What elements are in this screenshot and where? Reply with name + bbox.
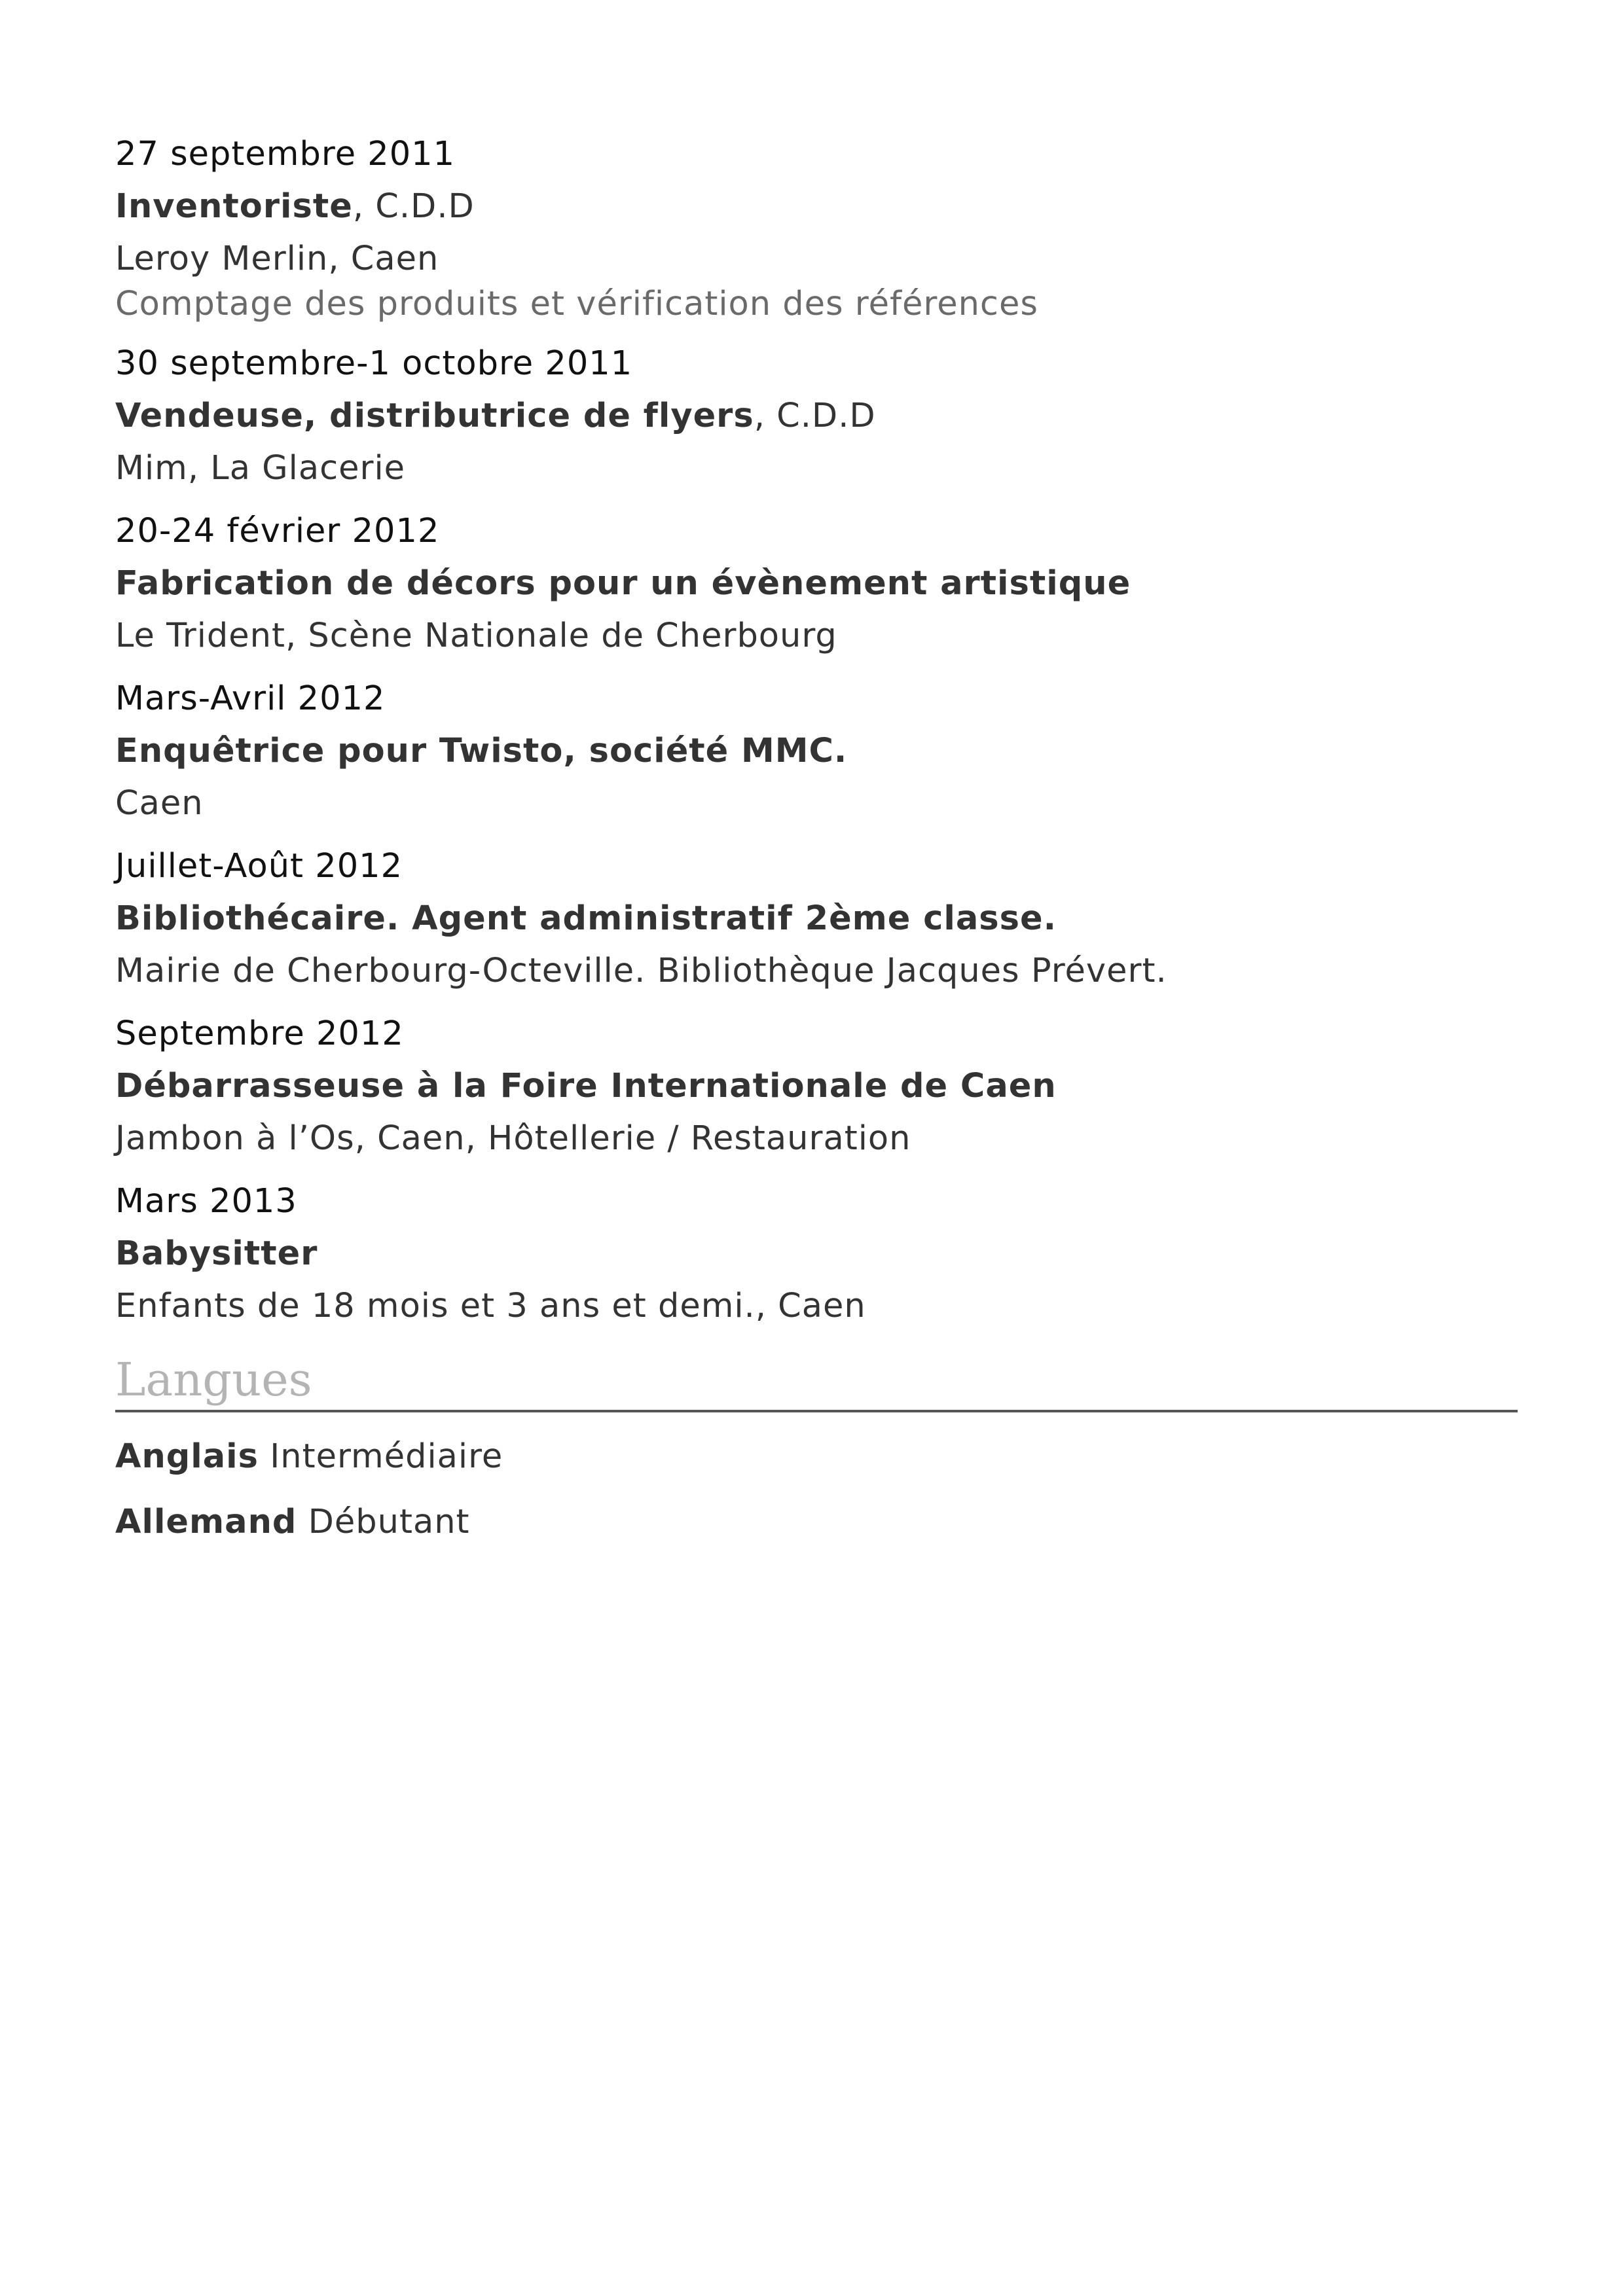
entry-date: Mars 2013 (115, 1182, 297, 1221)
entry-date: 20-24 février 2012 (115, 512, 440, 550)
entry-title: Fabrication de décors pour un évènement artistique (115, 564, 1131, 603)
entry-date: 27 septembre 2011 (115, 135, 456, 173)
entry-title-line (115, 181, 1518, 233)
entry-description: Comptage des produits et vérification des références (115, 285, 1038, 323)
language-level: Intermédiaire (270, 1437, 503, 1476)
experience-entry (115, 338, 1518, 495)
entry-place: Jambon à l’Os, Caen, Hôtellerie / Restauration (115, 1119, 911, 1158)
languages-section (115, 1354, 1518, 1555)
experience-entry (115, 840, 1518, 997)
language-item (115, 1490, 1518, 1555)
entry-title: Débarrasseuse à la Foire Internationale de Caen (115, 1067, 1057, 1105)
language-item (115, 1424, 1518, 1490)
entry-title: Inventoriste (115, 187, 353, 226)
entry-title: Enquêtrice pour Twisto, société MMC. (115, 732, 848, 770)
entry-place: Caen (115, 784, 204, 823)
entry-date: Septembre 2012 (115, 1014, 404, 1053)
entry-place: Le Trident, Scène Nationale de Cherbourg (115, 617, 837, 655)
language-level: Débutant (308, 1503, 470, 1541)
languages-list (115, 1424, 1518, 1555)
experience-entry (115, 1175, 1518, 1333)
entry-title: Vendeuse, distributrice de flyers (115, 397, 754, 435)
language-name: Anglais (115, 1437, 259, 1476)
entry-title-line (115, 390, 1518, 442)
experience-entry (115, 505, 1518, 662)
resume-page (115, 128, 1518, 1555)
experience-entry (115, 673, 1518, 830)
entry-date: Mars-Avril 2012 (115, 679, 386, 718)
experience-entry (115, 1008, 1518, 1165)
entry-place: Enfants de 18 mois et 3 ans et demi., Caen (115, 1287, 866, 1325)
entry-title: Babysitter (115, 1234, 318, 1273)
entry-contract-type: , C.D.D (754, 397, 876, 435)
entry-title: Bibliothécaire. Agent administratif 2ème classe. (115, 899, 1057, 938)
entry-place: Leroy Merlin, Caen (115, 240, 439, 278)
entry-date: 30 septembre-1 octobre 2011 (115, 344, 633, 383)
entry-contract-type: , C.D.D (352, 187, 475, 226)
section-heading: Langues (115, 1354, 1518, 1412)
language-name: Allemand (115, 1503, 297, 1541)
experience-entry (115, 128, 1518, 327)
entry-date: Juillet-Août 2012 (115, 847, 403, 886)
entry-place: Mim, La Glacerie (115, 449, 406, 488)
entry-place: Mairie de Cherbourg-Octeville. Bibliothèque Jacques Prévert. (115, 952, 1167, 990)
